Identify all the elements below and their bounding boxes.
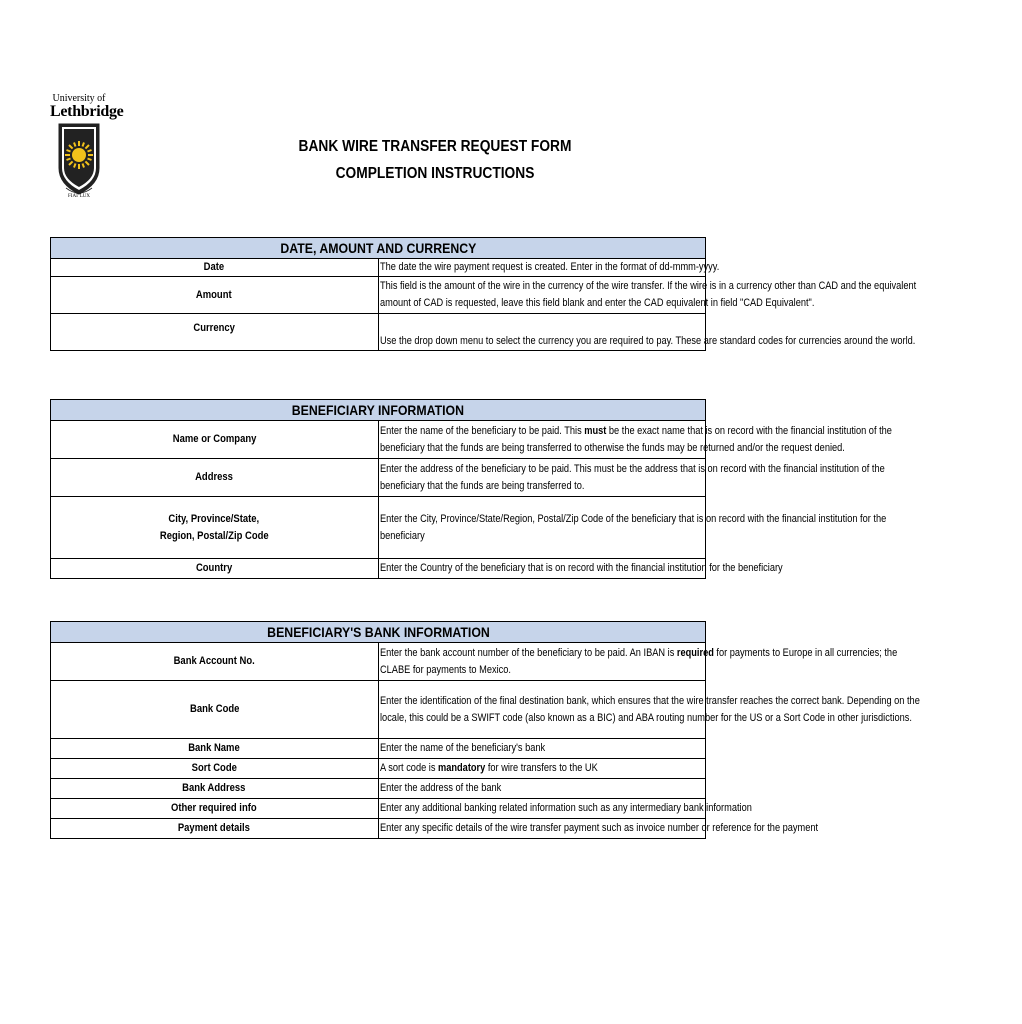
field-desc-country: Enter the Country of the beneficiary that is on record with the financial institution for the beneficiary: [378, 559, 706, 579]
section-header: DATE, AMOUNT AND CURRENCY: [51, 238, 706, 259]
university-logo: [50, 93, 124, 205]
field-desc-bank-name: Enter the name of the beneficiary's bank: [378, 739, 706, 759]
table-row: [51, 819, 706, 839]
section-header: BENEFICIARY INFORMATION: [51, 400, 706, 421]
table-row: [51, 759, 706, 779]
field-desc-name: Enter the name of the beneficiary to be paid. This must be the exact name that is on record with the financial institution of the beneficiary that the funds are being transferred to otherwise the funds may be returned and/or the request denied.: [378, 421, 706, 459]
table-row: [51, 799, 706, 819]
table-row: [51, 559, 706, 579]
field-desc-bank-address: Enter the address of the bank: [378, 779, 706, 799]
beneficiary-information-section: [50, 399, 892, 579]
table-row: [51, 497, 706, 559]
table-row: [51, 739, 706, 759]
field-label-bank-name: Bank Name: [51, 739, 379, 759]
field-label-bank-address: Bank Address: [51, 779, 379, 799]
shield-sun-icon: [56, 122, 102, 202]
table-row: [51, 681, 706, 739]
date-amount-currency-section: [50, 237, 916, 351]
field-label-other-info: Other required info: [51, 799, 379, 819]
field-desc-sort-code: A sort code is mandatory for wire transfers to the UK: [378, 759, 706, 779]
table-row: [51, 314, 706, 351]
field-label-amount: Amount: [51, 277, 379, 314]
field-desc-city: Enter the City, Province/State/Region, Postal/Zip Code of the beneficiary that is on record with the financial institution for the beneficiary: [378, 497, 706, 559]
section-header: BENEFICIARY'S BANK INFORMATION: [51, 622, 706, 643]
field-desc-address: Enter the address of the beneficiary to be paid. This must be the address that is on record with the financial institution of the beneficiary that the funds are being transferred to.: [378, 459, 706, 497]
table-row: [51, 277, 706, 314]
field-label-city: City, Province/State, Region, Postal/Zip Code: [51, 497, 379, 559]
logo-motto: FIAT LUX: [68, 194, 90, 199]
field-desc-payment-details: Enter any specific details of the wire transfer payment such as invoice number or reference for the payment: [378, 819, 706, 839]
field-desc-bank-account: Enter the bank account number of the beneficiary to be paid. An IBAN is required for payments to Europe in all currencies; the CLABE for payments to Mexico.: [378, 643, 706, 681]
logo-line-1: University of: [52, 93, 106, 104]
table-row: [51, 459, 706, 497]
table-row: [51, 643, 706, 681]
field-label-bank-account: Bank Account No.: [51, 643, 379, 681]
field-label-address: Address: [51, 459, 379, 497]
field-label-payment-details: Payment details: [51, 819, 379, 839]
field-label-sort-code: Sort Code: [51, 759, 379, 779]
table-row: [51, 779, 706, 799]
field-desc-bank-code: Enter the identification of the final destination bank, which ensures that the wire transfer reaches the correct bank. Depending on the locale, this could be a SWIFT code (also known as a BIC) and ABA routing number for the US or a Sort Code in other jurisdictions.: [378, 681, 706, 739]
field-label-bank-code: Bank Code: [51, 681, 379, 739]
field-desc-currency: Use the drop down menu to select the currency you are required to pay. These are standard codes for currencies around the world.: [378, 314, 706, 351]
table-row: [51, 421, 706, 459]
table-row: [51, 259, 706, 277]
field-label-country: Country: [51, 559, 379, 579]
field-desc-amount: This field is the amount of the wire in the currency of the wire transfer. If the wire is in a currency other than CAD and the equivalent amount of CAD is requested, leave this field blank and enter the CAD equivalent in field "CAD Equivalent".: [378, 277, 706, 314]
beneficiary-bank-information-section: [50, 621, 920, 839]
field-desc-date: The date the wire payment request is created. Enter in the format of dd-mmm-yyyy.: [378, 259, 706, 277]
field-desc-other-info: Enter any additional banking related information such as any intermediary bank information: [378, 799, 706, 819]
field-label-name: Name or Company: [51, 421, 379, 459]
logo-line-2: Lethbridge: [50, 103, 124, 120]
page-subtitle: COMPLETION INSTRUCTIONS: [335, 165, 535, 182]
page-title: BANK WIRE TRANSFER REQUEST FORM: [298, 138, 572, 155]
field-label-currency: Currency: [51, 314, 379, 351]
field-label-date: Date: [51, 259, 379, 277]
